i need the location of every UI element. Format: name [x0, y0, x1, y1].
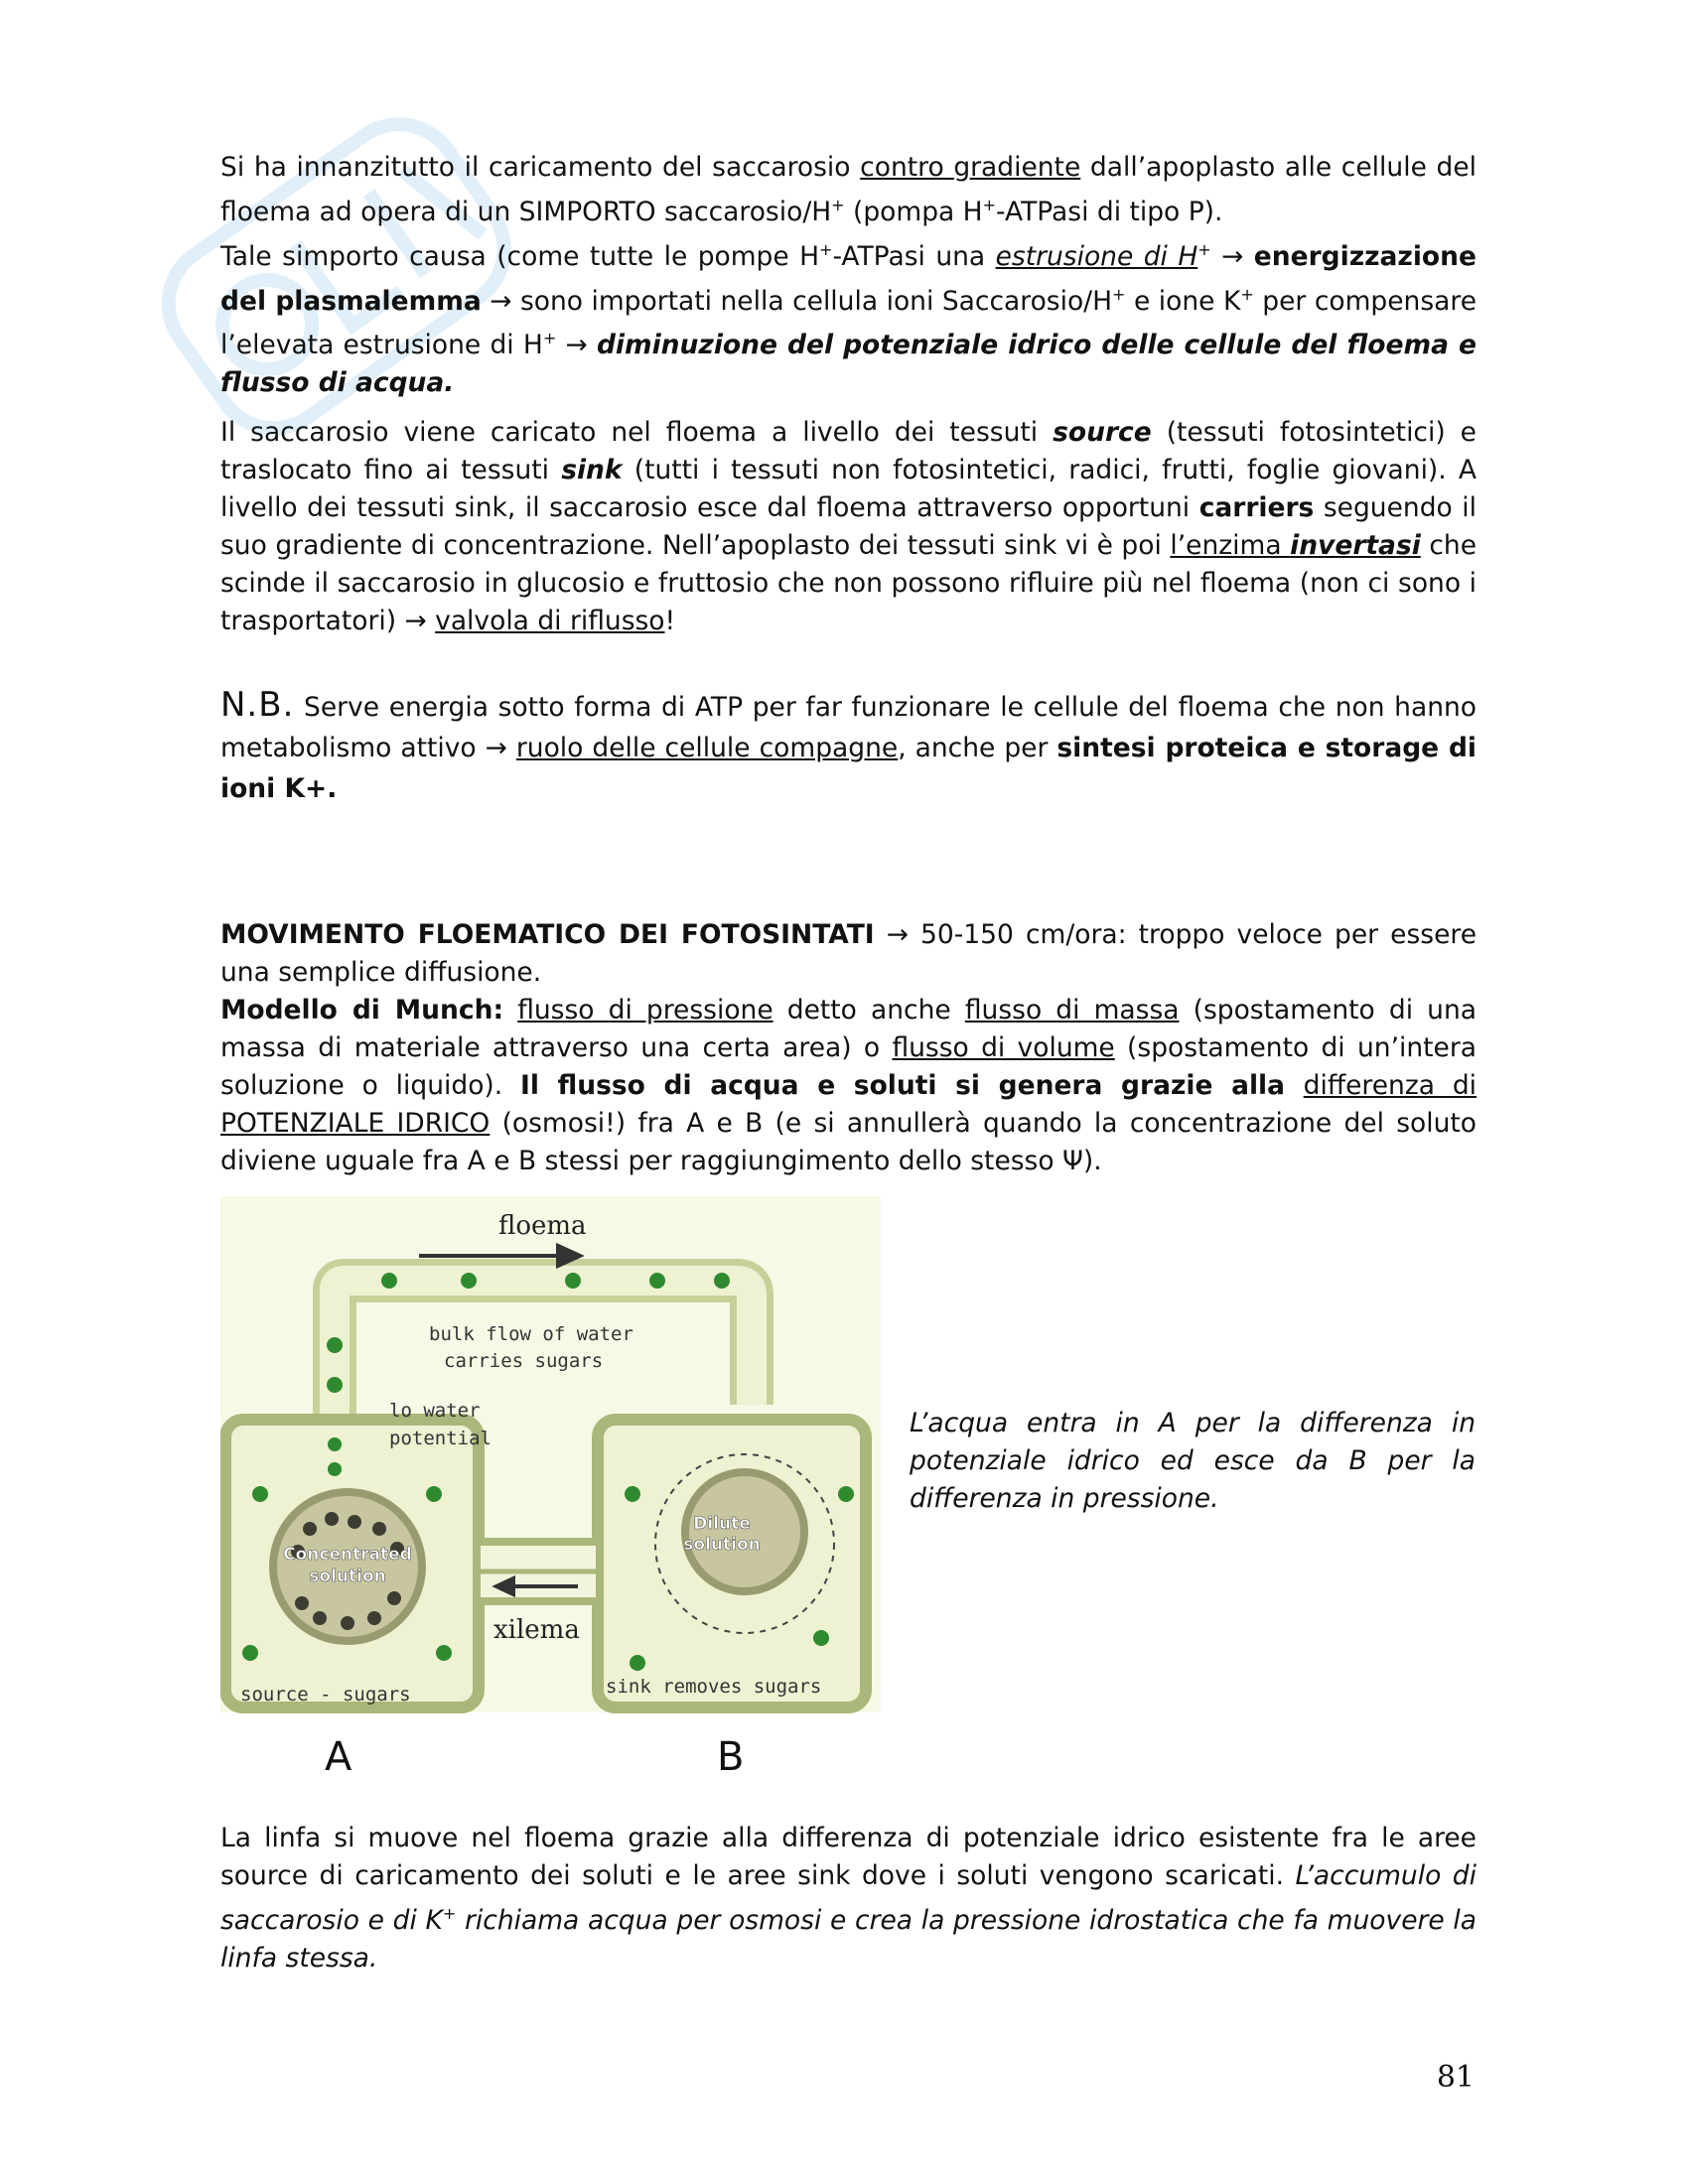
paragraph-caricamento: Si ha innanzitutto il caricamento del saccarosio contro gradiente dall’apoplasto alle cellule del floema ad opera di un SIMPORTO saccarosio/H+ (pompa H+-ATPasi di tipo P). Tale simporto causa (come tutte le pompe H+-ATPasi una estrusione di H+ → energizzazione del plasmalemma → sono importati nella cellula ioni Saccarosio/H+ e ione K+ per compensare l’elevata estrusione di H+ → diminuzione del potenziale idrico delle cellule del floema e flusso di acqua.	[220, 152, 1477, 399]
xilema-label: xilema	[493, 1615, 580, 1645]
label-a: A	[325, 1734, 352, 1780]
source-sugars-label: source - sugars	[240, 1684, 411, 1706]
dilute-label-2: solution	[683, 1535, 761, 1555]
concentrated-label-1: Concentrated	[283, 1545, 412, 1565]
lo-water-label-2: potential	[389, 1428, 492, 1449]
paragraph-source-sink: Il saccarosio viene caricato nel floema a livello dei tessuti source (tessuti fotosintetici) e traslocato fino ai tessuti sink (tutti i tessuti non fotosintetici, radici, frutti, foglie giovani). A livello dei tessuti sink, il saccarosio esce dal floema attraverso opportuni carriers seguendo il suo gradiente di concentrazione. Nell’apoplasto dei tessuti sink vi è poi l’enzima invertasi che scinde il saccarosio in glucosio e fruttosio che non possono rifluire più nel floema (non ci sono i trasportatori) → valvola di riflusso!	[220, 417, 1477, 636]
munch-flow-diagram	[220, 1196, 881, 1787]
bulk-flow-label-2: carries sugars	[444, 1350, 604, 1372]
page-number: 81	[1436, 2060, 1475, 2095]
paragraph-nb: N.B. Serve energia sotto forma di ATP per far funzionare le cellule del floema che non hanno metabolismo attivo → ruolo delle cellule compagne, anche per sintesi proteica e storage di ioni K+.	[220, 685, 1477, 804]
label-b: B	[717, 1734, 745, 1780]
sink-removes-label: sink removes sugars	[606, 1676, 822, 1698]
dilute-label-1: Dilute	[693, 1514, 751, 1534]
concentrated-label-2: solution	[309, 1567, 386, 1586]
bulk-flow-label-1: bulk flow of water	[429, 1323, 633, 1345]
floema-label: floema	[498, 1211, 587, 1241]
section-heading: MOVIMENTO FLOEMATICO DEI FOTOSINTATI	[220, 919, 875, 950]
figure-caption: L’acqua entra in A per la differenza in potenziale idrico ed esce da B per la differenza in pressione.	[910, 1408, 1476, 1514]
lo-water-label-1: lo water	[389, 1400, 481, 1422]
paragraph-linfa: La linfa si muove nel floema grazie alla differenza di potenziale idrico esistente fra le aree source di caricamento dei soluti e le aree sink dove i soluti vengono scaricati. L’accumulo di saccarosio e di K+ richiama acqua per osmosi e crea la pressione idrostatica che fa muovere la linfa stessa.	[220, 1823, 1477, 1974]
paragraph-movimento: MOVIMENTO FLOEMATICO DEI FOTOSINTATI → 50-150 cm/ora: troppo veloce per essere una semplice diffusione. Modello di Munch: flusso di pressione detto anche flusso di massa (spostamento di una massa di materiale attraverso una certa area) o flusso di volume (spostamento di un’intera soluzione o liquido). Il flusso di acqua e soluti si genera grazie alla differenza di POTENZIALE IDRICO (osmosi!) fra A e B (e si annullerà quando la concentrazione del soluto diviene uguale fra A e B stessi per raggiungimento dello stesso Ψ).	[220, 919, 1477, 1176]
